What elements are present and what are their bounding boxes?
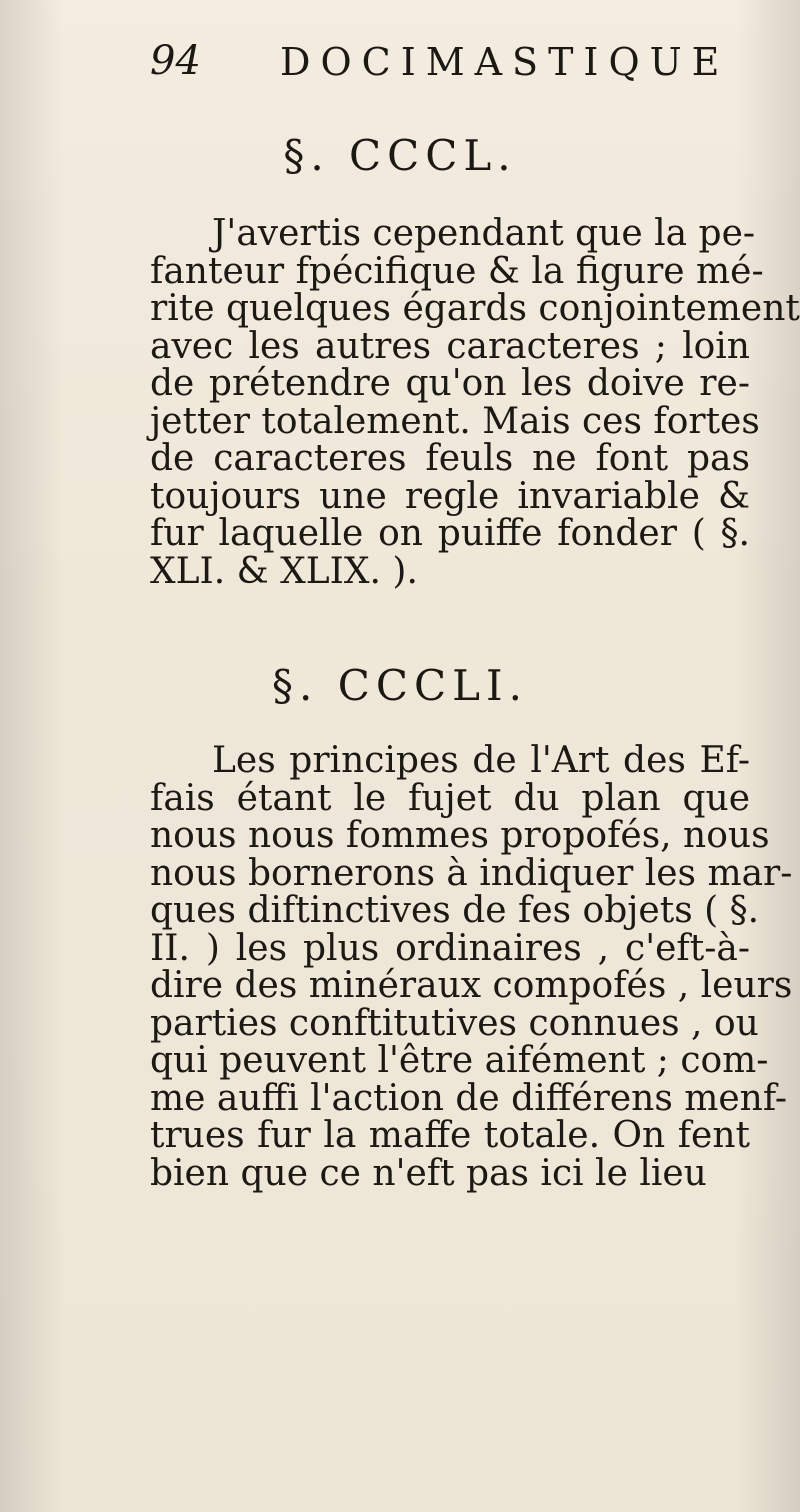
text-line: II. ) les plus ordinaires , c'eft-à- — [150, 927, 750, 969]
section-heading-cccl: §. CCCL. — [283, 131, 517, 180]
text-line: fais étant le fujet du plan que — [150, 777, 750, 819]
text-line: toujours une regle invariable & — [150, 475, 750, 517]
text-line: J'avertis cependant que la pe- — [212, 213, 756, 254]
text-line: parties conftitutives connues , ou — [150, 1002, 759, 1044]
paragraph-cccli — [150, 740, 793, 1194]
paragraph-cccl — [150, 213, 800, 592]
text-line: rite quelques égards conjointement — [150, 288, 800, 329]
text-line: avec les autres caracteres ; loin — [150, 325, 750, 367]
text-line: jetter totalement. Mais ces fortes — [150, 400, 760, 442]
text-line: me auffi l'action de différens menf- — [150, 1077, 788, 1119]
text-line: fanteur fpécifique & la figure mé- — [150, 250, 764, 292]
text-line: qui peuvent l'être aifément ; com- — [150, 1040, 769, 1081]
text-line: bien que ce n'eft pas ici le lieu — [150, 1152, 707, 1194]
text-line: ques diftinctives de fes objets ( §. — [150, 890, 760, 931]
text-line: dire des minéraux compofés , leurs — [150, 965, 793, 1006]
text-line: trues fur la maffe totale. On fent — [150, 1115, 750, 1156]
text-line: XLI. & XLIX. ). — [150, 550, 418, 592]
text-line: de caracteres feuls ne font pas — [150, 438, 750, 479]
text-line: nous bornerons à indiquer les mar- — [150, 852, 793, 894]
text-line: Les principes de l'Art des Ef- — [212, 740, 750, 781]
text-line: de prétendre qu'on les doive re- — [150, 363, 750, 404]
running-head — [0, 0, 800, 110]
text-line: fur laquelle on puiffe fonder ( §. — [150, 513, 750, 554]
text-line: nous nous fommes propofés, nous — [150, 815, 770, 856]
running-title: DOCIMASTIQUE — [280, 40, 730, 84]
section-heading-cccli: §. CCCLI. — [272, 661, 528, 710]
page-number: 94 — [150, 38, 201, 84]
